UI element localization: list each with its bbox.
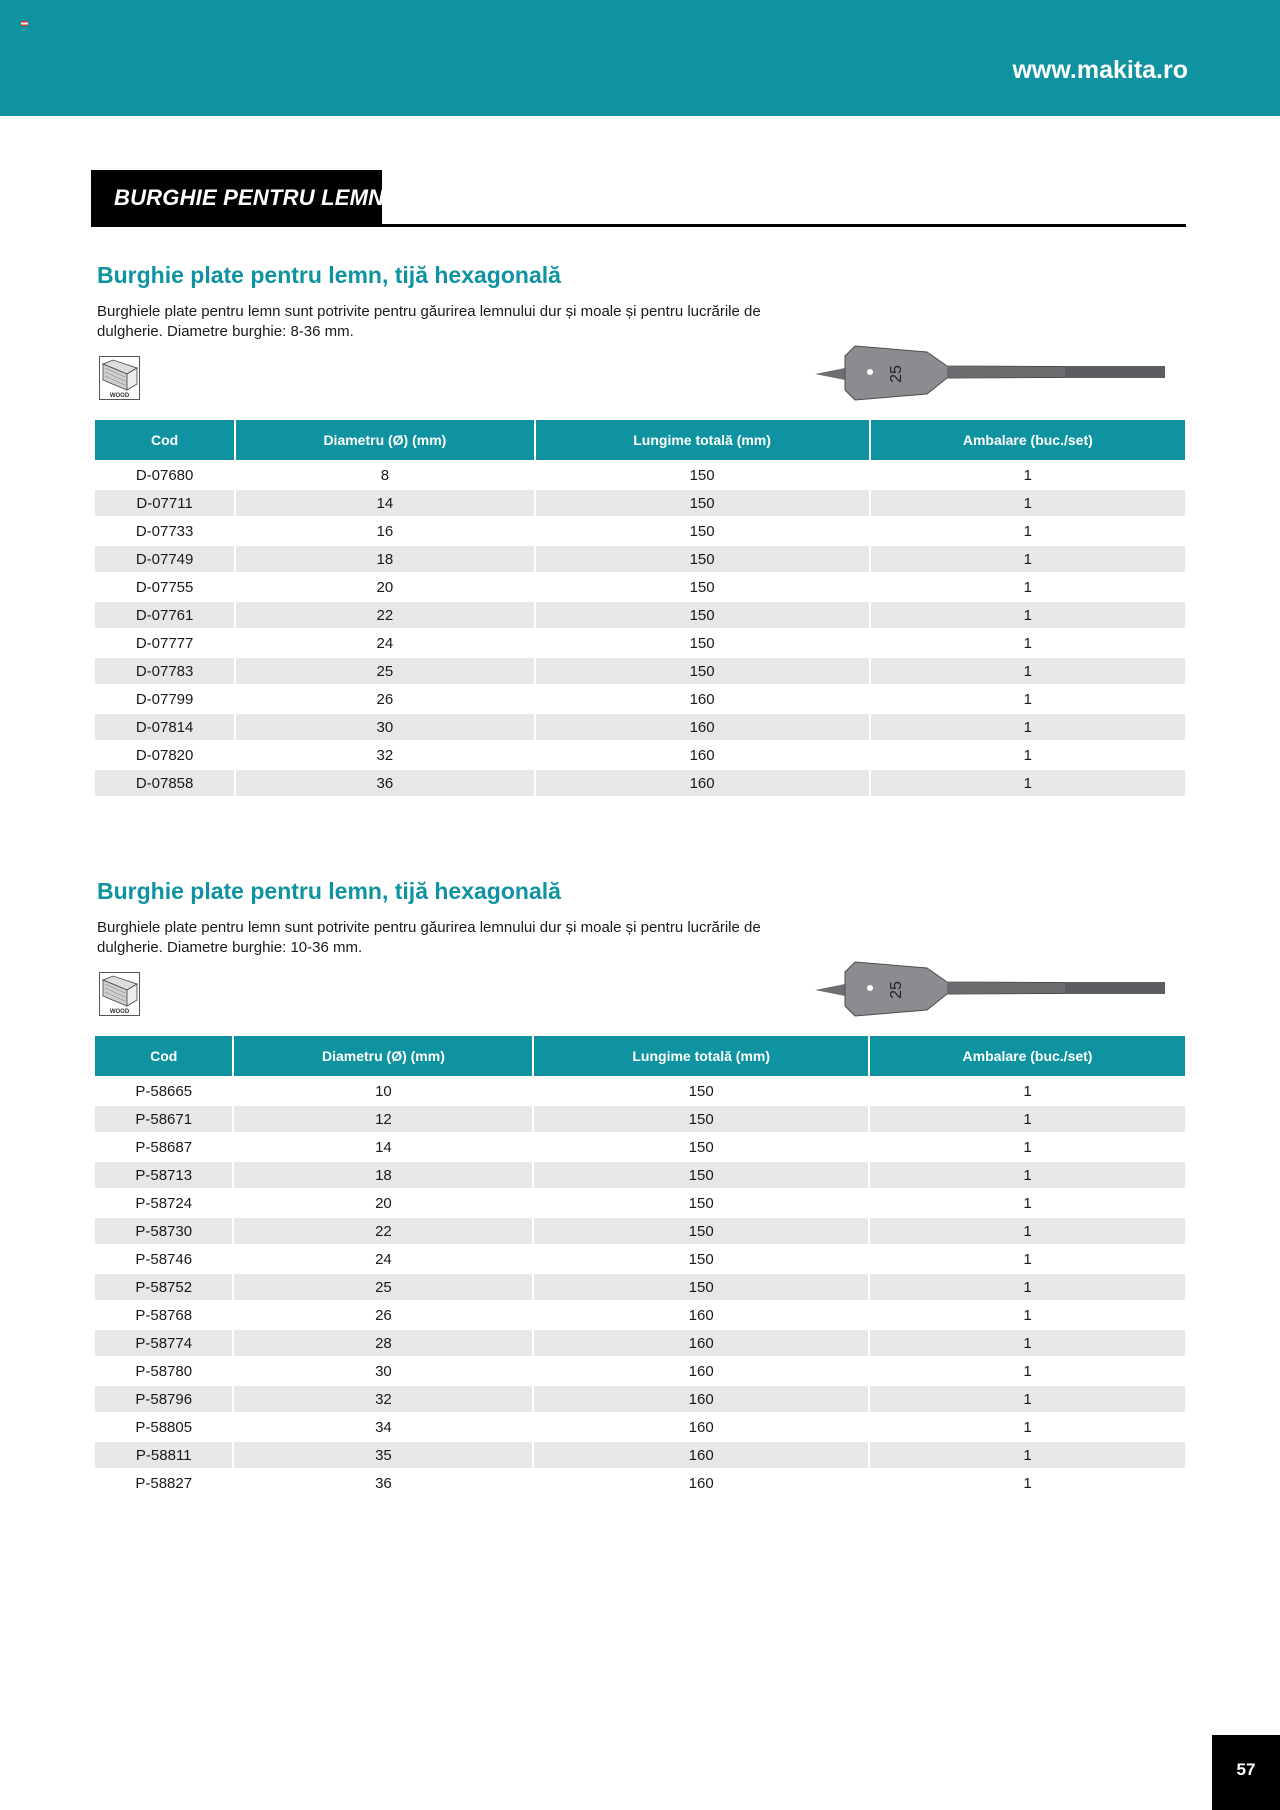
table-cell: 1	[870, 1078, 1185, 1104]
column-header: Cod	[95, 420, 234, 460]
table-cell: D-07820	[95, 742, 234, 768]
table-cell: 1	[870, 1302, 1185, 1328]
bit-size-marking: 25	[888, 365, 905, 383]
table-row	[95, 1078, 1185, 1104]
table-cell: 150	[534, 1078, 868, 1104]
table-row	[95, 1274, 1185, 1300]
table-row	[95, 742, 1185, 768]
table-cell: 160	[536, 714, 869, 740]
table-cell: 160	[534, 1358, 868, 1384]
table-cell: P-58768	[95, 1302, 232, 1328]
table-cell: 1	[871, 546, 1185, 572]
table-row	[95, 1218, 1185, 1244]
table-row	[95, 1470, 1185, 1496]
table-cell: 32	[234, 1386, 532, 1412]
table-row	[95, 490, 1185, 516]
table-cell: 160	[534, 1414, 868, 1440]
table-cell: 150	[534, 1134, 868, 1160]
table-cell: 1	[870, 1246, 1185, 1272]
table-header-row	[95, 1036, 1185, 1076]
table-row	[95, 714, 1185, 740]
table-cell: 36	[234, 1470, 532, 1496]
table-cell: 1	[871, 490, 1185, 516]
table-cell: 1	[871, 518, 1185, 544]
table-cell: 1	[871, 574, 1185, 600]
table-cell: D-07711	[95, 490, 234, 516]
table-row	[95, 1330, 1185, 1356]
table-cell: 30	[234, 1358, 532, 1384]
page-number: 57	[1236, 1760, 1256, 1779]
table-cell: P-58687	[95, 1134, 232, 1160]
spade-bit-image	[815, 958, 1165, 1024]
table-row	[95, 630, 1185, 656]
table-cell: 1	[870, 1470, 1185, 1496]
table-cell: 28	[234, 1330, 532, 1356]
wood-material-icon	[99, 356, 140, 400]
table-row	[95, 1414, 1185, 1440]
table-cell: 150	[534, 1190, 868, 1216]
table-cell: 1	[870, 1106, 1185, 1132]
table-row	[95, 574, 1185, 600]
table-cell: 20	[236, 574, 533, 600]
table-cell: 30	[236, 714, 533, 740]
table-cell: P-58796	[95, 1386, 232, 1412]
table-row	[95, 686, 1185, 712]
table-cell: 1	[871, 770, 1185, 796]
table-cell: 1	[870, 1190, 1185, 1216]
product-title: Burghie plate pentru lemn, tijă hexagonală	[97, 262, 561, 288]
table-cell: 25	[236, 658, 533, 684]
table-cell: P-58713	[95, 1162, 232, 1188]
table-cell: P-58811	[95, 1442, 232, 1468]
table-row	[95, 1162, 1185, 1188]
product-description: Burghiele plate pentru lemn sunt potrivite pentru găurirea lemnului dur și moale și pentru lucrările de dulgherie. Diametre burghie: 8-36 mm.	[97, 303, 761, 340]
table-row	[95, 1190, 1185, 1216]
table-cell: 22	[234, 1218, 532, 1244]
table-cell: D-07783	[95, 658, 234, 684]
table-cell: 160	[534, 1386, 868, 1412]
table-cell: 22	[236, 602, 533, 628]
table-cell: 36	[236, 770, 533, 796]
table-cell: 10	[234, 1078, 532, 1104]
table-row	[95, 546, 1185, 572]
table-cell: 150	[534, 1218, 868, 1244]
bit-size-marking: 25	[888, 981, 905, 999]
table-cell: 1	[870, 1134, 1185, 1160]
table-cell: D-07761	[95, 602, 234, 628]
table-cell: 26	[236, 686, 533, 712]
table-cell: P-58774	[95, 1330, 232, 1356]
table-body	[95, 462, 1185, 796]
table-cell: D-07814	[95, 714, 234, 740]
table-cell: 1	[871, 742, 1185, 768]
table-row	[95, 1442, 1185, 1468]
table-cell: 1	[871, 686, 1185, 712]
wood-material-icon	[99, 972, 140, 1016]
table-cell: D-07858	[95, 770, 234, 796]
spec-table	[93, 418, 1187, 798]
table-cell: 160	[534, 1330, 868, 1356]
table-row	[95, 1106, 1185, 1132]
table-cell: 35	[234, 1442, 532, 1468]
table-cell: 24	[236, 630, 533, 656]
column-header: Ambalare (buc./set)	[871, 420, 1185, 460]
table-cell: 160	[534, 1470, 868, 1496]
table-row	[95, 770, 1185, 796]
column-header: Lungime totală (mm)	[534, 1036, 868, 1076]
table-cell: 16	[236, 518, 533, 544]
table-cell: 1	[870, 1162, 1185, 1188]
table-cell: P-58827	[95, 1470, 232, 1496]
table-cell: 160	[536, 770, 869, 796]
table-cell: 150	[534, 1274, 868, 1300]
table-row	[95, 602, 1185, 628]
table-cell: 150	[536, 658, 869, 684]
table-cell: 14	[234, 1134, 532, 1160]
table-row	[95, 1246, 1185, 1272]
column-header: Diametru (Ø) (mm)	[236, 420, 533, 460]
spade-bit-image	[815, 342, 1165, 408]
table-cell: 12	[234, 1106, 532, 1132]
table-cell: 160	[536, 686, 869, 712]
table-cell: 150	[536, 574, 869, 600]
table-cell: 150	[534, 1246, 868, 1272]
spec-table	[93, 1034, 1187, 1498]
table-cell: 1	[870, 1414, 1185, 1440]
table-row	[95, 1358, 1185, 1384]
table-cell: 1	[871, 714, 1185, 740]
table-cell: D-07777	[95, 630, 234, 656]
table-cell: D-07749	[95, 546, 234, 572]
table-cell: 25	[234, 1274, 532, 1300]
column-header: Ambalare (buc./set)	[870, 1036, 1185, 1076]
product-description: Burghiele plate pentru lemn sunt potrivite pentru găurirea lemnului dur și moale și pentru lucrările de dulgherie. Diametre burghie: 10-36 mm.	[97, 919, 761, 956]
table-cell: 1	[870, 1386, 1185, 1412]
column-header: Diametru (Ø) (mm)	[234, 1036, 532, 1076]
table-cell: 160	[534, 1442, 868, 1468]
table-cell: P-58671	[95, 1106, 232, 1132]
table-cell: P-58780	[95, 1358, 232, 1384]
table-cell: 150	[534, 1106, 868, 1132]
language-flag-icon[interactable]	[21, 21, 28, 26]
table-cell: 32	[236, 742, 533, 768]
table-cell: 24	[234, 1246, 532, 1272]
table-body	[95, 1078, 1185, 1496]
table-cell: 18	[236, 546, 533, 572]
table-row	[95, 1134, 1185, 1160]
table-cell: D-07755	[95, 574, 234, 600]
table-cell: 150	[534, 1162, 868, 1188]
table-cell: 1	[871, 630, 1185, 656]
section-title: BURGHIE PENTRU LEMN	[114, 185, 385, 210]
table-cell: 1	[871, 602, 1185, 628]
table-cell: 14	[236, 490, 533, 516]
column-header: Cod	[95, 1036, 232, 1076]
table-cell: 1	[870, 1218, 1185, 1244]
table-cell: P-58746	[95, 1246, 232, 1272]
table-cell: P-58752	[95, 1274, 232, 1300]
header-bar	[0, 0, 1280, 116]
column-header: Lungime totală (mm)	[536, 420, 869, 460]
table-header-row	[95, 420, 1185, 460]
table-cell: 150	[536, 518, 869, 544]
table-cell: 1	[870, 1330, 1185, 1356]
table-cell: 150	[536, 630, 869, 656]
table-cell: P-58805	[95, 1414, 232, 1440]
table-cell: 26	[234, 1302, 532, 1328]
table-row	[95, 1386, 1185, 1412]
product-title: Burghie plate pentru lemn, tijă hexagonală	[97, 878, 561, 904]
table-cell: 1	[871, 658, 1185, 684]
table-cell: P-58665	[95, 1078, 232, 1104]
site-url[interactable]: www.makita.ro	[1012, 56, 1188, 84]
table-cell: P-58730	[95, 1218, 232, 1244]
table-cell: 150	[536, 602, 869, 628]
table-cell: 160	[534, 1302, 868, 1328]
table-cell: D-07799	[95, 686, 234, 712]
table-cell: 20	[234, 1190, 532, 1216]
table-cell: 150	[536, 490, 869, 516]
wood-badge-label: WOOD	[109, 393, 130, 399]
section-divider	[91, 224, 1186, 227]
table-row	[95, 658, 1185, 684]
wood-badge-label: WOOD	[109, 1009, 130, 1015]
table-cell: 1	[870, 1358, 1185, 1384]
table-cell: D-07680	[95, 462, 234, 488]
table-row	[95, 1302, 1185, 1328]
table-cell: P-58724	[95, 1190, 232, 1216]
table-cell: 150	[536, 546, 869, 572]
table-row	[95, 462, 1185, 488]
table-cell: 150	[536, 462, 869, 488]
table-cell: 1	[870, 1274, 1185, 1300]
table-row	[95, 518, 1185, 544]
table-cell: 160	[536, 742, 869, 768]
table-cell: 34	[234, 1414, 532, 1440]
table-cell: 18	[234, 1162, 532, 1188]
table-cell: 1	[870, 1442, 1185, 1468]
table-cell: 1	[871, 462, 1185, 488]
table-cell: 8	[236, 462, 533, 488]
table-cell: D-07733	[95, 518, 234, 544]
